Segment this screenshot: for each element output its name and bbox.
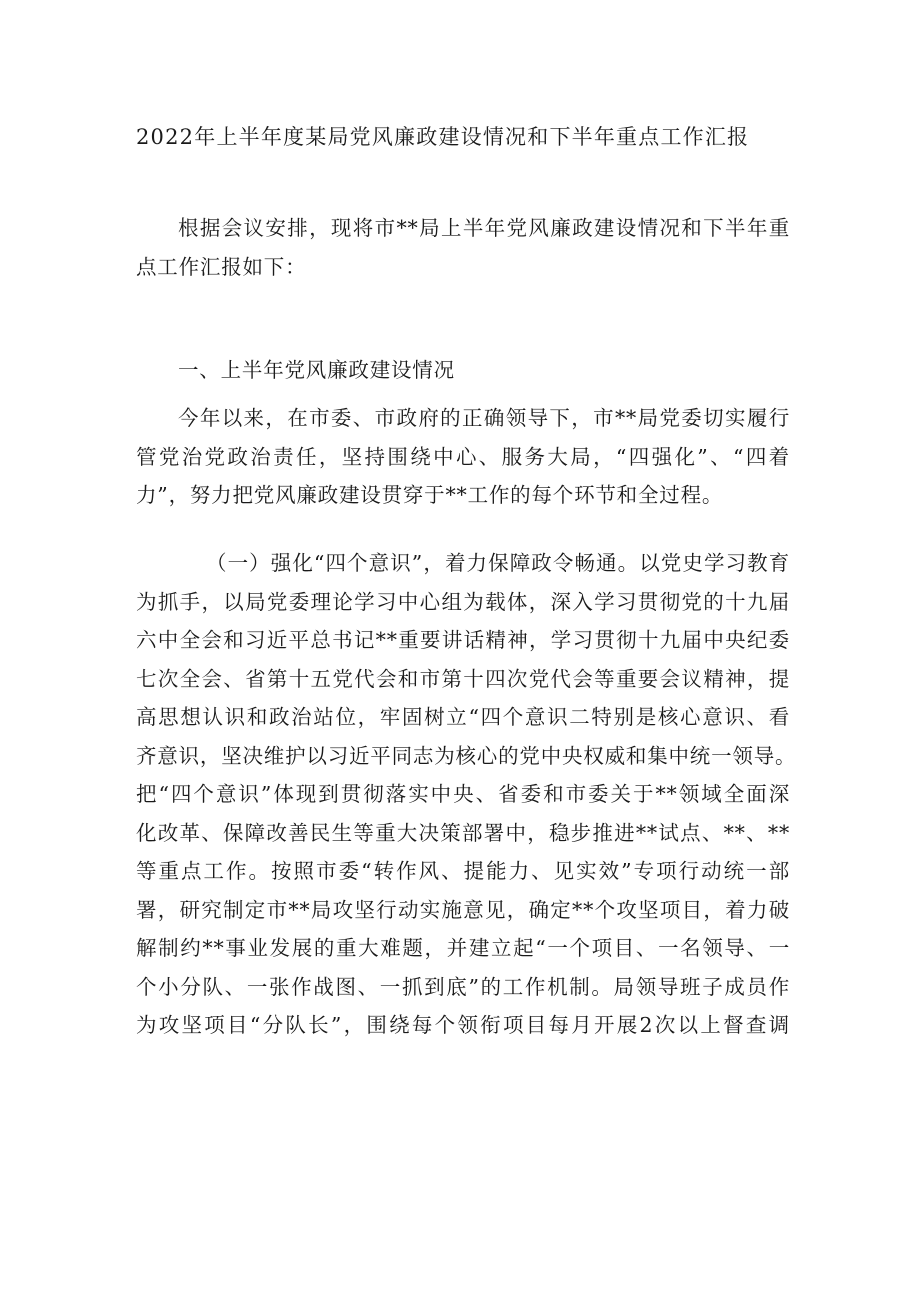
overview-line: 今年以来，在市委、市政府的正确领导下，市**局党委切实履行 [178, 406, 790, 430]
item1-line: 化改革、保障改善民生等重大决策部署中，稳步推进**试点、**、** [136, 820, 790, 845]
item1-line: （一）强化“四个意识”，着力保障政令畅通。以党史学习教育 [206, 551, 790, 575]
overview-paragraph [136, 399, 790, 515]
item1-line: 为抓手，以局党委理论学习中心组为载体，深入学习贯彻党的十九届 [136, 589, 790, 614]
item1-line: 齐意识，坚决维护以习近平同志为核心的党中央权威和集中统一领导。 [136, 743, 797, 768]
overview-line: 管党治党政治责任，坚持围绕中心、服务大局，“四强化”、“四着 [136, 444, 790, 469]
overview-line: 力”，努力把党风廉政建设贯穿于**工作的每个环节和全过程。 [136, 483, 724, 507]
item1-line: 高思想认识和政治站位，牢固树立“四个意识二特别是核心意识、看 [136, 705, 790, 729]
item1-line: 署，研究制定市**局攻坚行动实施意见，确定**个攻坚项目，着力破 [136, 897, 790, 922]
item1-line: 解制约**事业发展的重大难题，并建立起“一个项目、一名领导、一 [136, 936, 790, 960]
item1-line: 七次全会、省第十五党代会和市第十四次党代会等重要会议精神，提 [136, 666, 790, 691]
item1-line: 为攻坚项目“分队长”，围绕每个领衔项目每月开展2次以上督查调 [136, 1013, 790, 1037]
intro-line: 点工作汇报如下： [136, 254, 307, 279]
item1-line: 六中全会和习近平总书记**重要讲话精神，学习贯彻十九届中央纪委 [136, 628, 790, 652]
document-title: 2022年上半年度某局党风廉政建设情况和下半年重点工作汇报 [136, 125, 750, 149]
intro-paragraph [136, 209, 790, 286]
item1-line: 等重点工作。按照市委“转作风、提能力、见实效”专项行动统一部 [136, 859, 790, 883]
section-heading [136, 351, 790, 390]
item1-line: 把“四个意识”体现到贯彻落实中央、省委和市委关于**领域全面深 [136, 782, 790, 806]
item1-line: 个小分队、一张作战图、一抓到底”的工作机制。局领导班子成员作 [136, 974, 790, 999]
item1-paragraph [136, 544, 797, 1045]
section-heading-text: 一、上半年党风廉政建设情况 [178, 358, 455, 382]
intro-line: 根据会议安排，现将市**局上半年党风廉政建设情况和下半年重 [178, 216, 790, 240]
